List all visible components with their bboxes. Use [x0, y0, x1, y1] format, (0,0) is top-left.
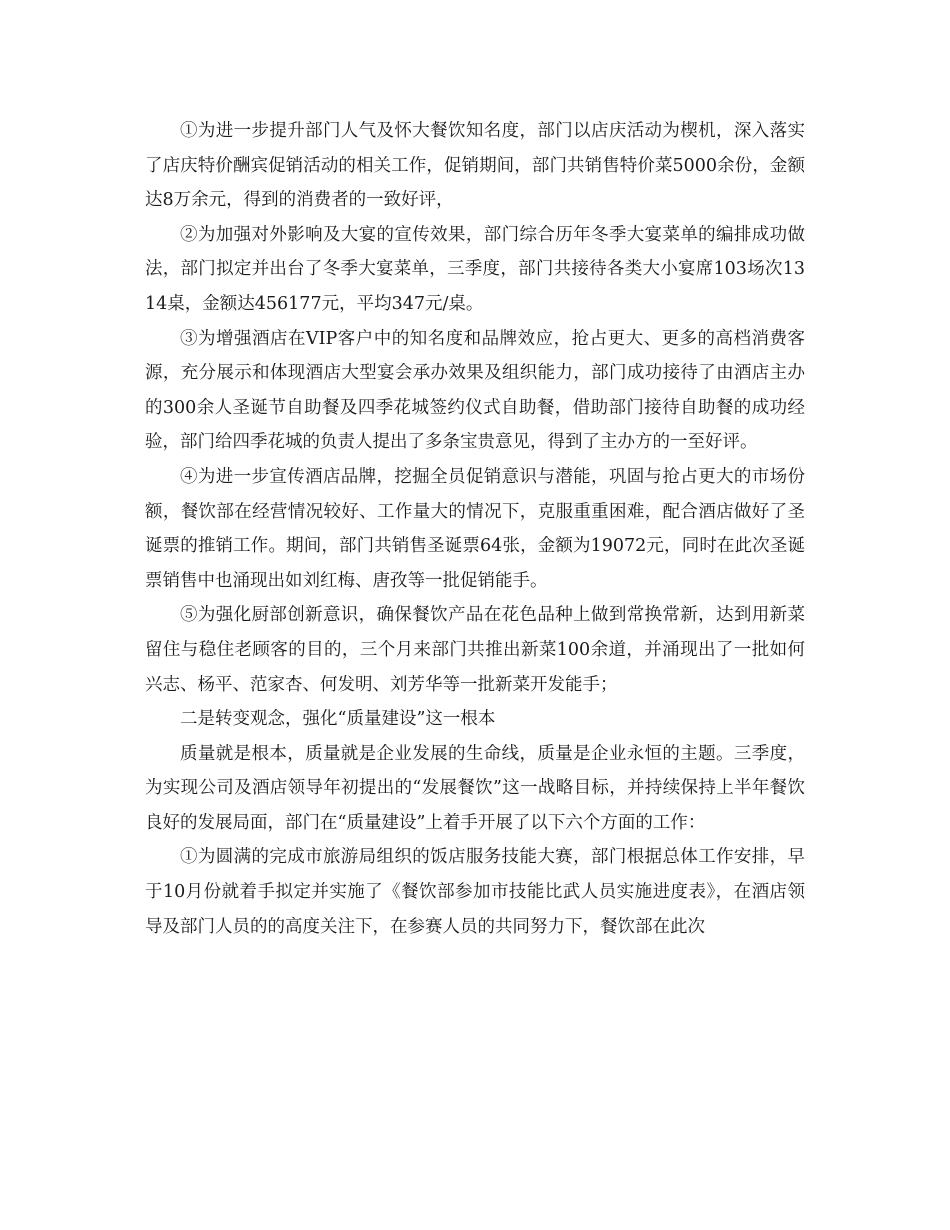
document-body — [145, 114, 805, 944]
section-heading-quality: 二是转变观念，强化“质量建设”这一根本 — [180, 709, 496, 730]
paragraph-christmas-tickets: ④为进一步宣传酒店品牌，挖掘全员促销意识与潜能，巩固与抢占更大的市场份额，餐饮部在经营情况较好、工作量大的情况下，克服重重困难，配合酒店做好了圣诞票的推销工作。期间，部门共销售圣诞票64张，金额为19072元，同时在此次圣诞票销售中也涌现出如刘红梅、唐孜等一批促销能手。 — [145, 466, 805, 591]
paragraph-quality-intro: 质量就是根本，质量就是企业发展的生命线，质量是企业永恒的主题。三季度，为实现公司及酒店领导年初提出的“发展餐饮”这一战略目标，并持续保持上半年餐饮良好的发展局面，部门在“质量建设”上着手开展了以下六个方面的工作： — [145, 743, 805, 833]
paragraph-winter-banquet: ②为加强对外影响及大宴的宣传效果，部门综合历年冬季大宴菜单的编排成功做法，部门拟定并出台了冬季大宴菜单，三季度，部门共接待各类大小宴席103场次1314桌，金额达456177元，平均347元/桌。 — [145, 224, 805, 314]
paragraph-vip-buffet: ③为增强酒店在VIP客户中的知名度和品牌效应，抢占更大、更多的高档消费客源，充分展示和体现酒店大型宴会承办效果及组织能力，部门成功接待了由酒店主办的300余人圣诞节自助餐及四季花城签约仪式自助餐，借助部门接待自助餐的成功经验，部门给四季花城的负责人提出了多条宝贵意见，得到了主办方的一至好评。 — [145, 328, 805, 453]
paragraph-new-dishes: ⑤为强化厨部创新意识，确保餐饮产品在花色品种上做到常换常新，达到用新菜留住与稳住老顾客的目的，三个月来部门共推出新菜100余道，并涌现出了一批如何兴志、杨平、范家杏、何发明、刘芳华等一批新菜开发能手； — [145, 605, 805, 695]
paragraph-skills-contest: ①为圆满的完成市旅游局组织的饭店服务技能大赛，部门根据总体工作安排，早于10月份就着手拟定并实施了《餐饮部参加市技能比武人员实施进度表》，在酒店领导及部门人员的的高度关注下，在参赛人员的共同努力下，餐饮部在此次 — [145, 847, 805, 937]
paragraph-promotion-anniversary: ①为进一步提升部门人气及怀大餐饮知名度，部门以店庆活动为楔机，深入落实了店庆特价酬宾促销活动的相关工作，促销期间，部门共销售特价菜5000余份，金额达8万余元，得到的消费者的一致好评， — [145, 121, 805, 211]
